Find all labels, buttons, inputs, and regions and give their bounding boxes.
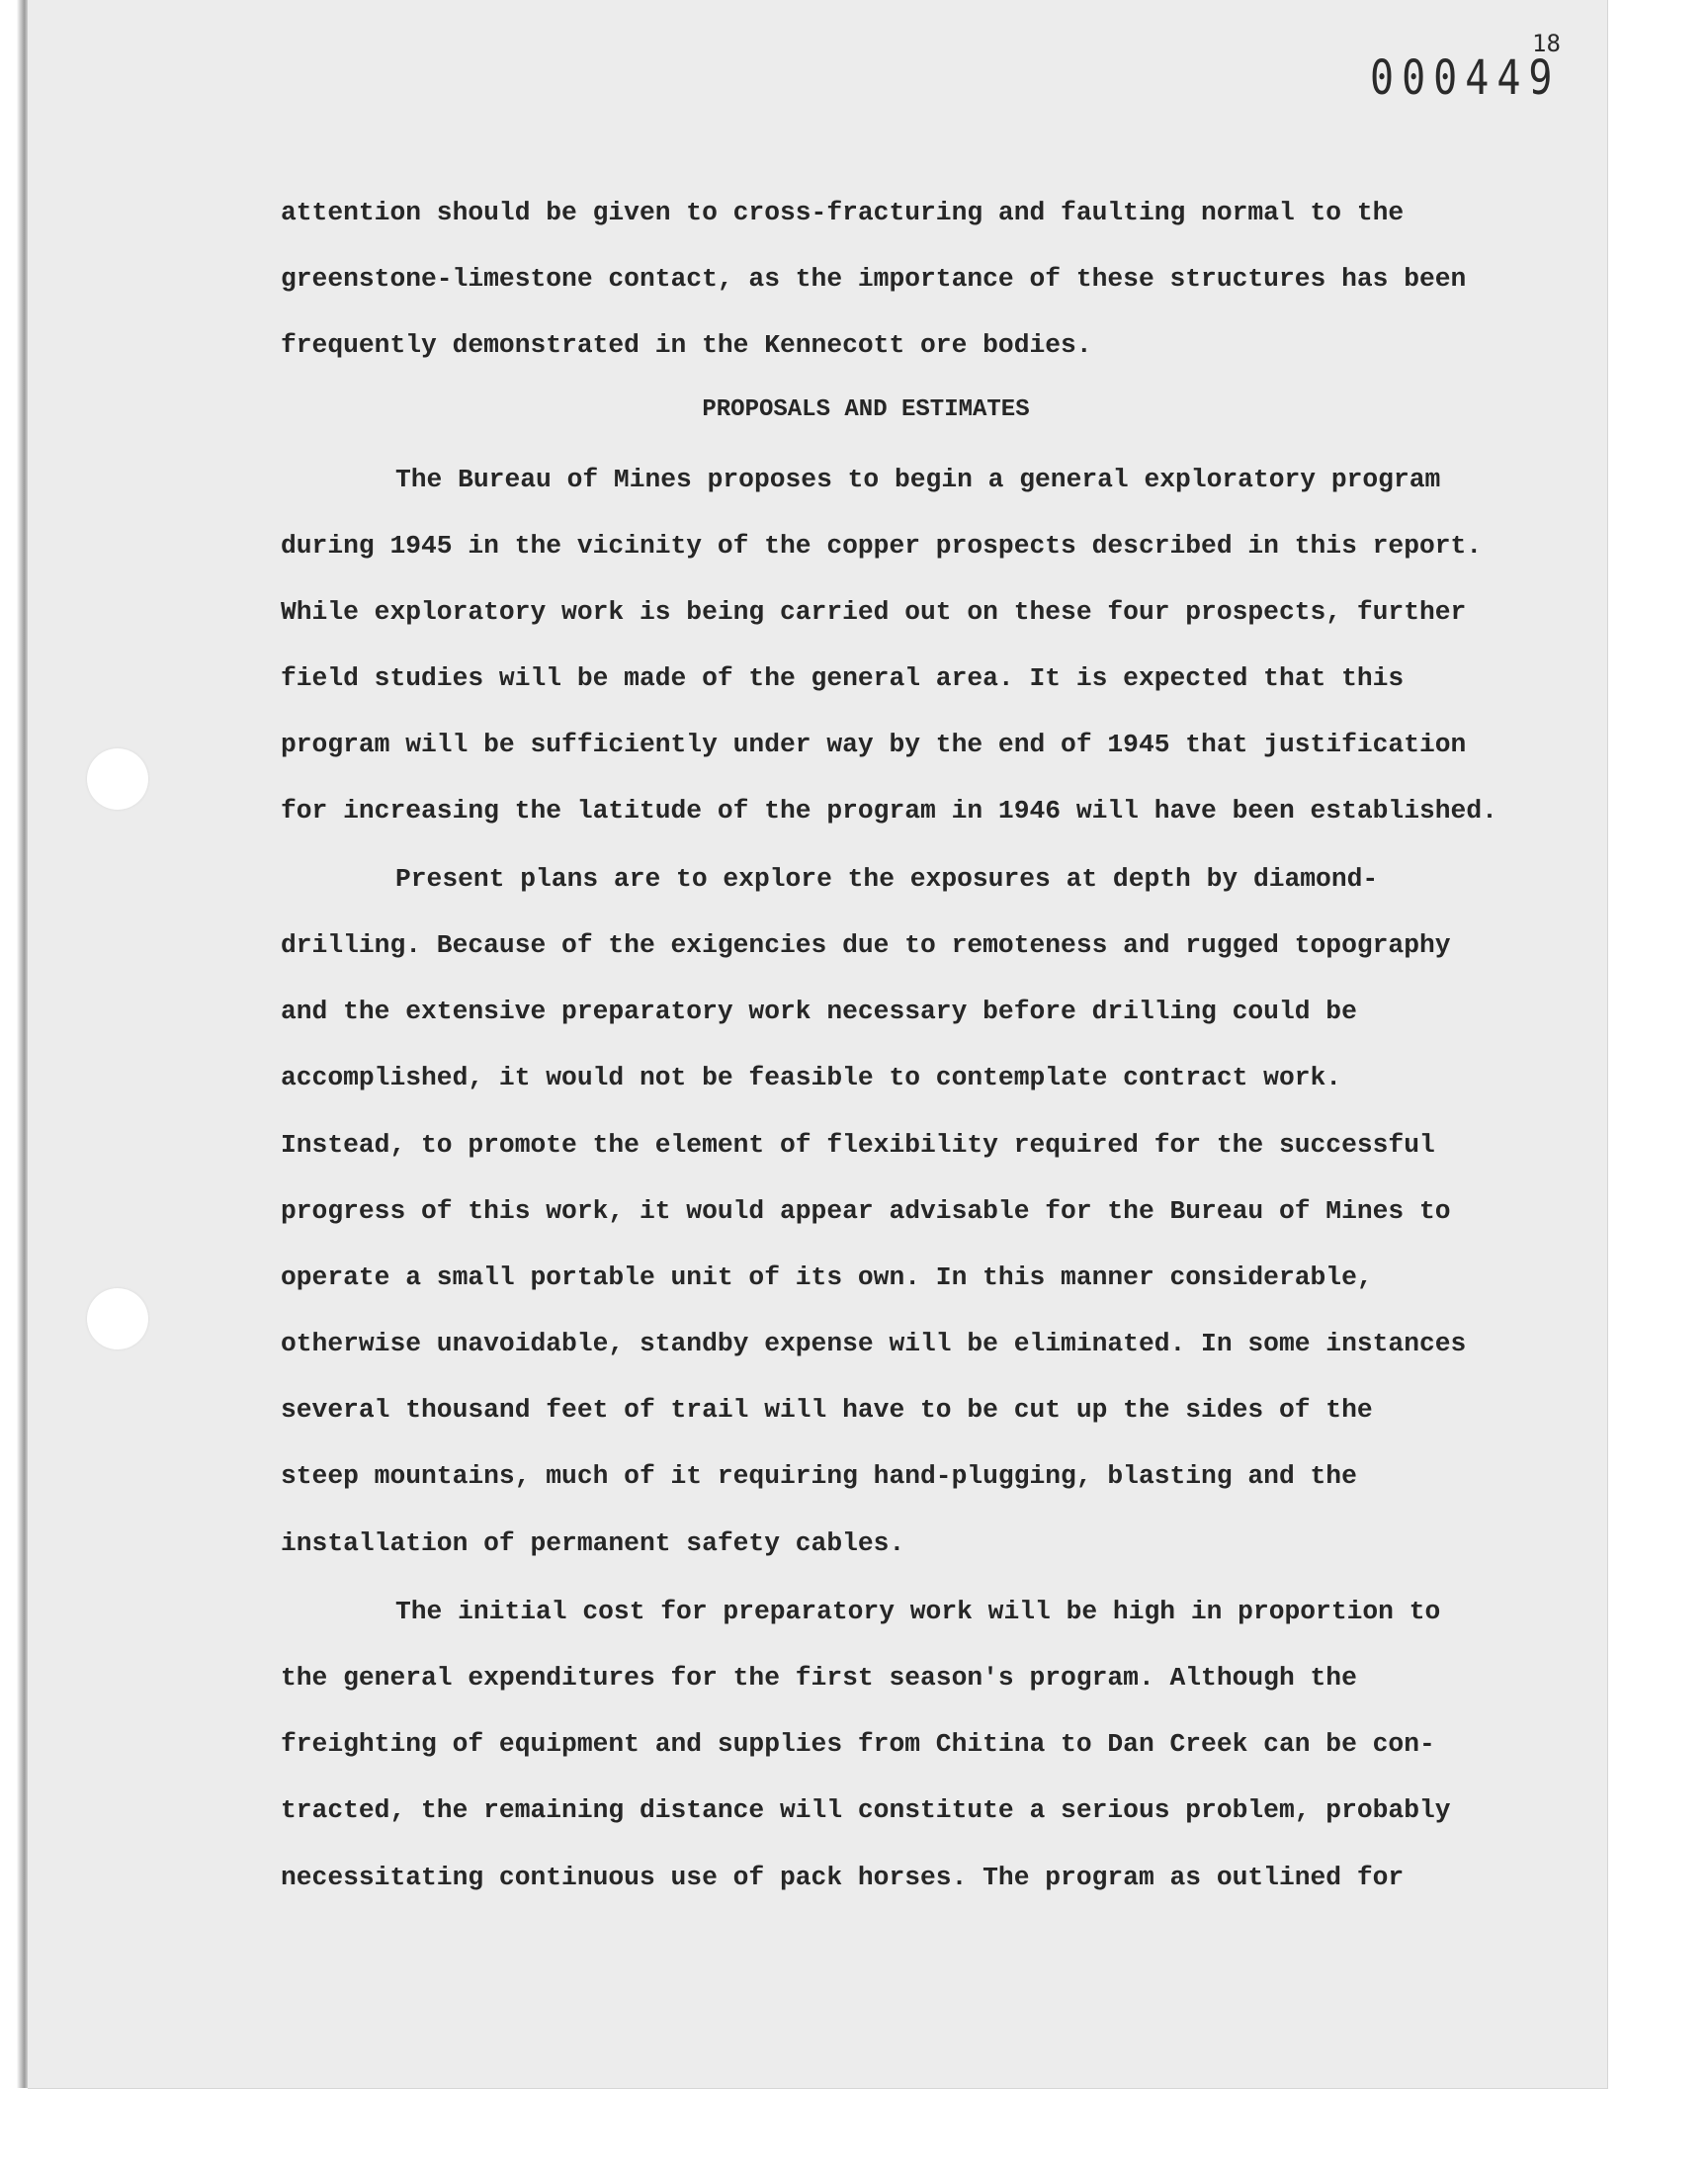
text-line: Present plans are to explore the exposures at depth by diamond- [395,864,1379,894]
text-line: steep mountains, much of it requiring hand-plugging, blasting and the [281,1461,1357,1491]
text-line: drilling. Because of the exigencies due to remoteness and rugged topography [281,930,1451,960]
text-line: during 1945 in the vicinity of the copper prospects described in this report. [281,531,1483,561]
text-line: otherwise unavoidable, standby expense will be eliminated. In some instances [281,1329,1467,1358]
document-number: 000449 [1370,51,1561,107]
section-heading: PROPOSALS AND ESTIMATES [702,396,1030,423]
text-line: necessitating continuous use of pack horses. The program as outlined for [281,1863,1405,1892]
text-line: progress of this work, it would appear advisable for the Bureau of Mines to [281,1196,1451,1226]
text-line: While exploratory work is being carried out on these four prospects, further [281,597,1467,627]
text-line: the general expenditures for the first season's program. Although the [281,1663,1357,1693]
text-line: program will be sufficiently under way by the end of 1945 that justification [281,730,1467,759]
text-line: tracted, the remaining distance will constitute a serious problem, probably [281,1795,1451,1825]
text-line: frequently demonstrated in the Kennecott ore bodies. [281,330,1092,360]
text-line: operate a small portable unit of its own. In this manner considerable, [281,1262,1373,1292]
text-line: attention should be given to cross-fracturing and faulting normal to the [281,198,1405,227]
text-line: freighting of equipment and supplies from Chitina to Dan Creek can be con- [281,1729,1435,1759]
document-page [28,0,1608,2089]
text-line: accomplished, it would not be feasible to contemplate contract work. [281,1063,1342,1092]
text-line: installation of permanent safety cables. [281,1528,905,1558]
text-line: for increasing the latitude of the program in 1946 will have been established. [281,796,1497,826]
text-line: several thousand feet of trail will have to be cut up the sides of the [281,1395,1373,1425]
text-line: greenstone-limestone contact, as the importance of these structures has been [281,264,1467,294]
text-line: The Bureau of Mines proposes to begin a general exploratory program [395,465,1441,494]
punch-hole [87,748,148,810]
scan-left-edge [0,0,28,2088]
text-line: Instead, to promote the element of flexibility required for the successful [281,1130,1435,1160]
page-number: 18 [1532,30,1561,57]
text-line: The initial cost for preparatory work will be high in proportion to [395,1597,1441,1626]
punch-hole [87,1288,148,1349]
text-line: field studies will be made of the general area. It is expected that this [281,663,1405,693]
text-line: and the extensive preparatory work necessary before drilling could be [281,997,1357,1026]
